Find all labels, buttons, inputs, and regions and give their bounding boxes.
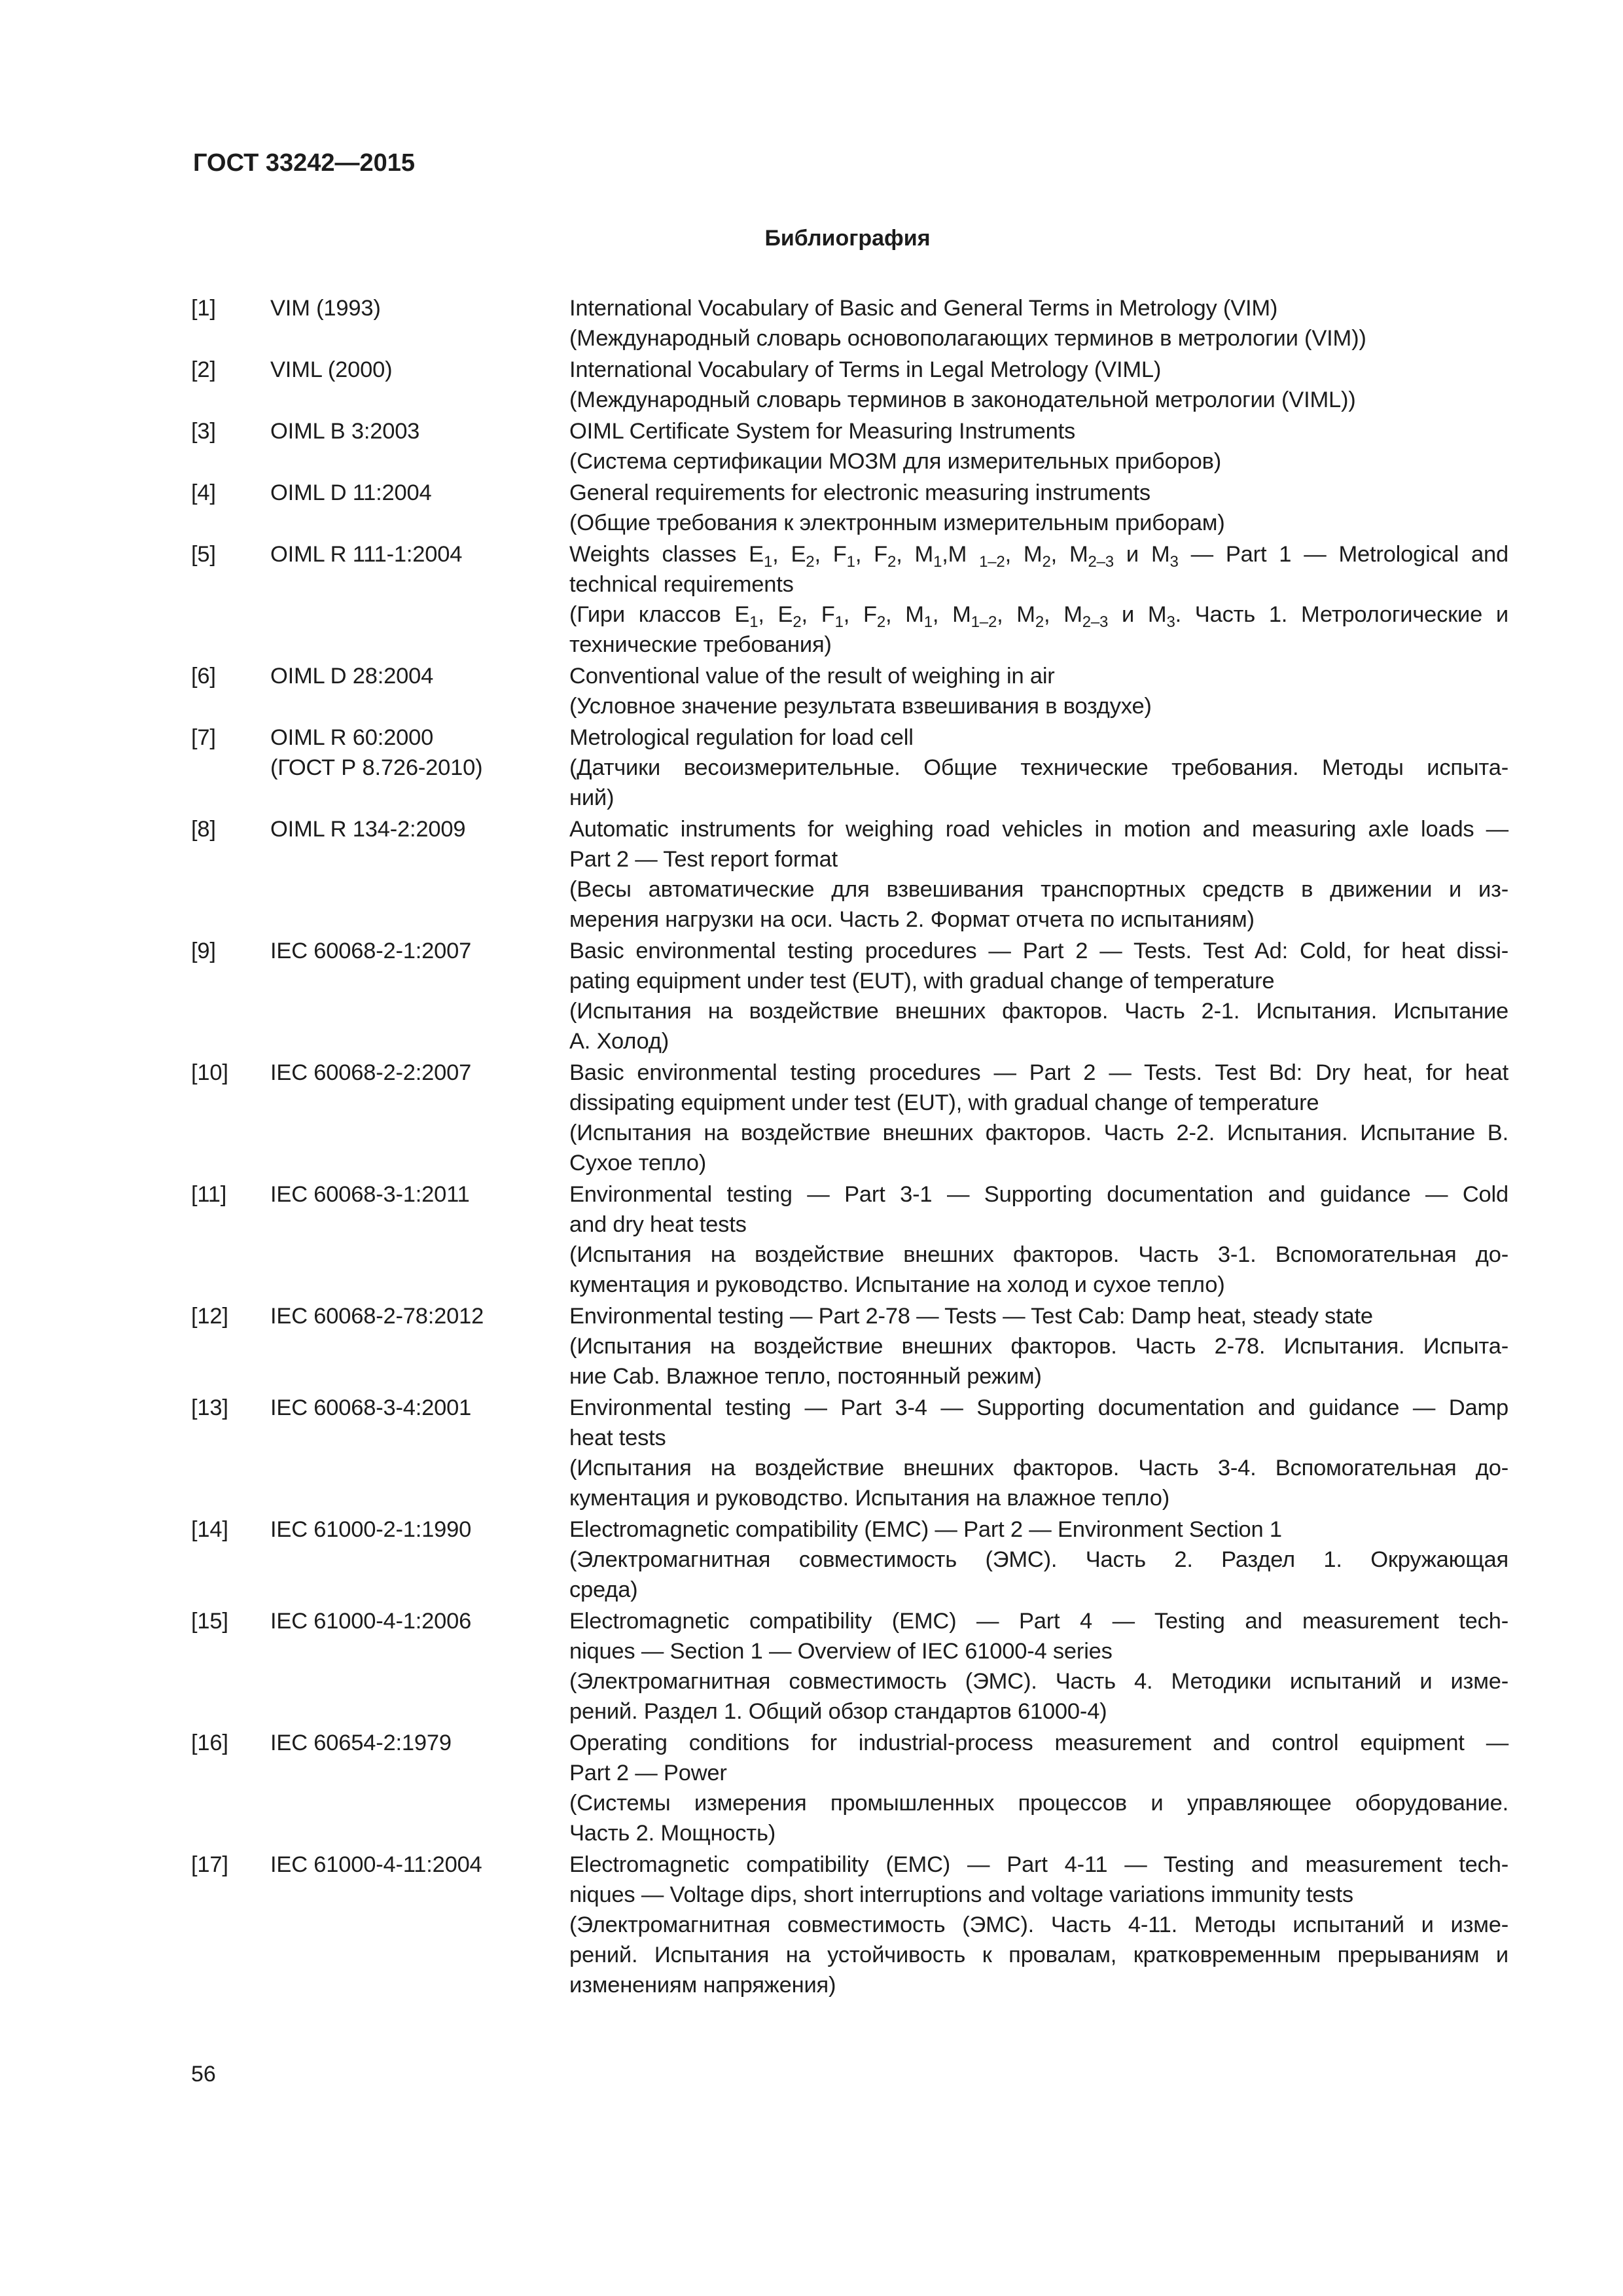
text-run: , M	[1050, 542, 1088, 567]
reference-number: [11]	[191, 1182, 227, 1207]
reference-number: [9]	[191, 939, 216, 963]
reference-text-line: кументация и руководство. Испытания на влажное тепло)	[569, 1486, 1169, 1511]
reference-code: OIML D 11:2004	[270, 480, 432, 505]
reference-code: IEC 60068-2-2:2007	[270, 1060, 472, 1085]
reference-code: IEC 61000-4-1:2006	[270, 1609, 472, 1634]
reference-text-line: (Испытания на воздействие внешних факторов. Часть 2-78. Испытания. Испыта-	[569, 1334, 1508, 1359]
reference-number: [16]	[191, 1731, 228, 1755]
reference-number: [12]	[191, 1304, 228, 1329]
text-run: , E	[772, 542, 806, 567]
reference-number: [13]	[191, 1395, 228, 1420]
text-run: , E	[758, 602, 793, 627]
reference-code: IEC 61000-2-1:1990	[270, 1517, 472, 1542]
reference-text-line: А. Холод)	[569, 1029, 669, 1054]
subscript: 2	[1042, 553, 1051, 571]
reference-text-line: Operating conditions for industrial-process measurement and control equipment —	[569, 1731, 1508, 1755]
reference-text-line: Electromagnetic compatibility (EMC) — Part 4-11 — Testing and measurement tech-	[569, 1852, 1508, 1877]
reference-text-line: Basic environmental testing procedures — Part 2 — Tests. Test Bd: Dry heat, for heat	[569, 1060, 1508, 1085]
subscript: 1	[923, 613, 933, 631]
reference-text-line: технические требования)	[569, 632, 832, 657]
subscript: 3	[1166, 613, 1175, 631]
reference-text-line	[569, 600, 1508, 630]
subscript: 2	[887, 553, 897, 571]
text-run: , M	[932, 602, 971, 627]
reference-text-line: среда)	[569, 1577, 638, 1602]
text-run: , M	[1044, 602, 1082, 627]
reference-number: [3]	[191, 419, 216, 444]
reference-text-line: pating equipment under test (EUT), with gradual change of temperature	[569, 969, 1275, 994]
text-run: , F	[843, 602, 877, 627]
text-run: ,M	[942, 542, 980, 567]
reference-text-line: Сухое тепло)	[569, 1151, 707, 1175]
reference-code: (ГОСТ Р 8.726-2010)	[270, 755, 483, 780]
reference-text-line: (Весы автоматические для взвешивания транспортных средств в движении и из-	[569, 877, 1508, 902]
reference-number: [2]	[191, 357, 216, 382]
subscript: 2	[793, 613, 802, 631]
reference-text-line: Environmental testing — Part 2-78 — Tests — Test Cab: Damp heat, steady state	[569, 1304, 1373, 1329]
reference-text-line: (Общие требования к электронным измерительным приборам)	[569, 511, 1225, 535]
reference-text-line: Electromagnetic compatibility (EMC) — Part 2 — Environment Section 1	[569, 1517, 1282, 1542]
reference-code: IEC 60068-3-4:2001	[270, 1395, 472, 1420]
page-number: 56	[191, 2062, 216, 2087]
reference-text-line: мерения нагрузки на оси. Часть 2. Формат отчета по испытаниям)	[569, 907, 1255, 932]
reference-text-line: Part 2 — Test report format	[569, 847, 838, 872]
text-run: Weights classes E	[569, 542, 764, 567]
text-run: и M	[1108, 602, 1167, 627]
reference-text-line: изменениям напряжения)	[569, 1973, 836, 1998]
subscript: 3	[1169, 553, 1179, 571]
reference-text-line: рений. Раздел 1. Общий обзор стандартов 61000-4)	[569, 1699, 1107, 1724]
reference-text-line: ние Cab. Влажное тепло, постоянный режим)	[569, 1364, 1042, 1389]
subscript: 2–3	[1082, 613, 1109, 631]
reference-code: VIML (2000)	[270, 357, 393, 382]
subscript: 1	[763, 553, 773, 571]
subscript: 2	[876, 613, 885, 631]
reference-number: [17]	[191, 1852, 228, 1877]
text-run: , M	[896, 542, 934, 567]
reference-text-line: Environmental testing — Part 3-1 — Supporting documentation and guidance — Cold	[569, 1182, 1508, 1207]
reference-text-line: (Международный словарь терминов в законодательной метрологии (VIML))	[569, 387, 1356, 412]
reference-text-line: technical requirements	[569, 572, 794, 597]
reference-text-line: OIML Certificate System for Measuring Instruments	[569, 419, 1076, 444]
text-run: , M	[885, 602, 924, 627]
reference-number: [6]	[191, 664, 216, 689]
reference-code: IEC 60654-2:1979	[270, 1731, 452, 1755]
reference-code: OIML R 60:2000	[270, 725, 434, 750]
reference-text-line: niques — Voltage dips, short interruptions and voltage variations immunity tests	[569, 1882, 1353, 1907]
reference-text-line: (Датчики весоизмерительные. Общие технические требования. Методы испыта-	[569, 755, 1508, 780]
reference-text-line: Part 2 — Power	[569, 1761, 727, 1785]
reference-text-line: and dry heat tests	[569, 1212, 747, 1237]
reference-text-line: International Vocabulary of Basic and General Terms in Metrology (VIM)	[569, 296, 1278, 321]
reference-code: IEC 60068-3-1:2011	[270, 1182, 470, 1207]
reference-text-line: niques — Section 1 — Overview of IEC 61000-4 series	[569, 1639, 1113, 1664]
reference-code: IEC 60068-2-1:2007	[270, 939, 472, 963]
reference-text-line: Basic environmental testing procedures — Part 2 — Tests. Test Ad: Cold, for heat dissi-	[569, 939, 1508, 963]
reference-text-line: Automatic instruments for weighing road vehicles in motion and measuring axle loads —	[569, 817, 1508, 842]
reference-text-line: (Международный словарь основополагающих терминов в метрологии (VIM))	[569, 326, 1366, 351]
subscript: 2–3	[1088, 553, 1114, 571]
reference-code: OIML В 3:2003	[270, 419, 420, 444]
subscript: 1–2	[979, 553, 1005, 571]
subscript: 1	[846, 553, 855, 571]
reference-text-line: (Электромагнитная совместимость (ЭМС). Часть 4-11. Методы испытаний и изме-	[569, 1912, 1508, 1937]
reference-text-line: heat tests	[569, 1426, 666, 1450]
reference-text-line: (Электромагнитная совместимость (ЭМС). Часть 2. Раздел 1. Окружающая	[569, 1547, 1508, 1572]
reference-code: IEC 60068-2-78:2012	[270, 1304, 484, 1329]
reference-text-line: General requirements for electronic measuring instruments	[569, 480, 1150, 505]
bibliography-heading: Библиография	[764, 226, 931, 251]
reference-number: [15]	[191, 1609, 228, 1634]
reference-number: [10]	[191, 1060, 228, 1085]
reference-text-line: (Испытания на воздействие внешних факторов. Часть 2-2. Испытания. Испытание В.	[569, 1121, 1508, 1145]
reference-text-line: (Испытания на воздействие внешних факторов. Часть 2-1. Испытания. Испытание	[569, 999, 1508, 1024]
reference-text-line: (Системы измерения промышленных процессов и управляющее оборудование.	[569, 1791, 1508, 1816]
text-run: , F	[855, 542, 888, 567]
text-run: , M	[997, 602, 1035, 627]
reference-number: [7]	[191, 725, 216, 750]
reference-code: OIML R 134-2:2009	[270, 817, 466, 842]
text-run: и M	[1113, 542, 1170, 567]
reference-text-line: International Vocabulary of Terms in Legal Metrology (VIML)	[569, 357, 1162, 382]
reference-text-line	[569, 539, 1508, 569]
text-run: (Гири классов E	[569, 602, 750, 627]
reference-number: [5]	[191, 542, 216, 567]
subscript: 1	[933, 553, 942, 571]
subscript: 2	[1035, 613, 1044, 631]
reference-text-line: (Условное значение результата взвешивания в воздухе)	[569, 694, 1152, 719]
reference-text-line: кументация и руководство. Испытание на холод и сухое тепло)	[569, 1272, 1225, 1297]
subscript: 1–2	[971, 613, 997, 631]
reference-number: [4]	[191, 480, 216, 505]
text-run: — Part 1 — Metrological and	[1178, 542, 1509, 567]
text-run: , F	[814, 542, 847, 567]
reference-text-line: ний)	[569, 785, 615, 810]
document-code: ГОСТ 33242—2015	[193, 149, 416, 177]
reference-code: OIML R 111-1:2004	[270, 542, 463, 567]
reference-text-line: (Испытания на воздействие внешних факторов. Часть 3-1. Вспомогательная до-	[569, 1242, 1508, 1267]
reference-text-line: (Испытания на воздействие внешних факторов. Часть 3-4. Вспомогательная до-	[569, 1456, 1508, 1480]
reference-code: IEC 61000-4-11:2004	[270, 1852, 482, 1877]
reference-text-line: Conventional value of the result of weighing in air	[569, 664, 1055, 689]
reference-text-line: Metrological regulation for load cell	[569, 725, 914, 750]
text-run: , M	[1005, 542, 1043, 567]
reference-text-line: dissipating equipment under test (EUT), with gradual change of temperature	[569, 1090, 1319, 1115]
reference-text-line: (Система сертификации МОЗМ для измерительных приборов)	[569, 449, 1221, 474]
reference-number: [1]	[191, 296, 216, 321]
reference-number: [8]	[191, 817, 216, 842]
reference-number: [14]	[191, 1517, 228, 1542]
subscript: 1	[834, 613, 844, 631]
text-run: , F	[801, 602, 835, 627]
reference-text-line: рений. Испытания на устойчивость к провалам, кратковременным прерываниям и	[569, 1943, 1508, 1967]
reference-text-line: (Электромагнитная совместимость (ЭМС). Часть 4. Методики испытаний и изме-	[569, 1669, 1508, 1694]
reference-text-line: Electromagnetic compatibility (EMC) — Part 4 — Testing and measurement tech-	[569, 1609, 1508, 1634]
reference-text-line: Environmental testing — Part 3-4 — Supporting documentation and guidance — Damp	[569, 1395, 1508, 1420]
reference-code: VIM (1993)	[270, 296, 381, 321]
reference-text-line: Часть 2. Мощность)	[569, 1821, 776, 1846]
subscript: 1	[749, 613, 758, 631]
reference-code: OIML D 28:2004	[270, 664, 434, 689]
text-run: . Часть 1. Метрологические и	[1175, 602, 1509, 627]
subscript: 2	[806, 553, 815, 571]
